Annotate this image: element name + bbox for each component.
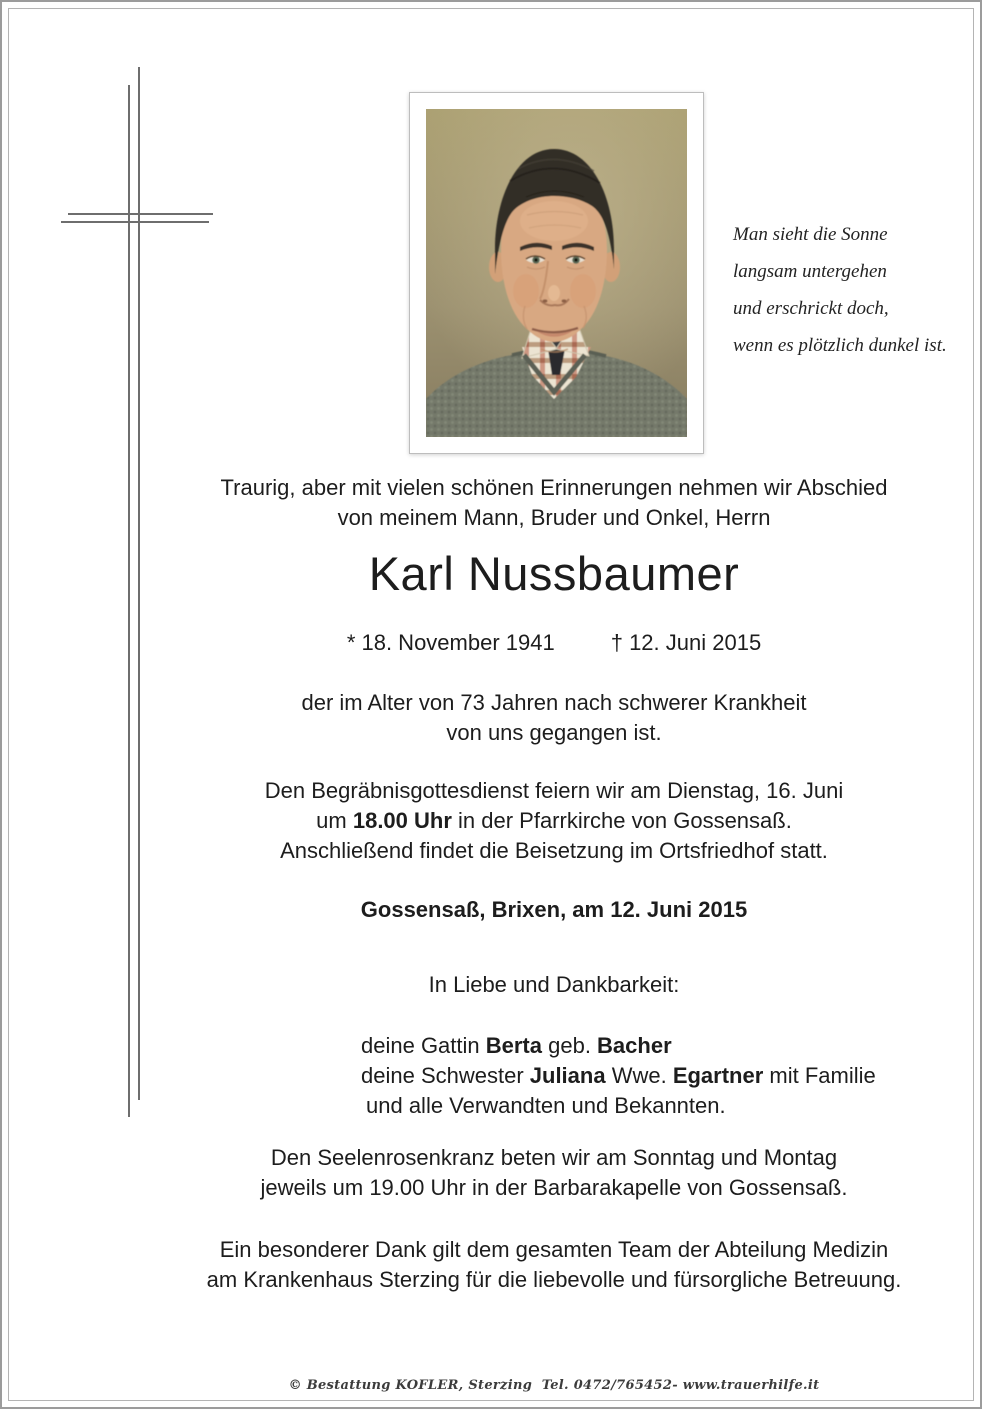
thanks-line-1: Ein besonderer Dank gilt dem gesamten Team der Abteilung Medizin [219,1237,889,1262]
funeral-line-2-pre: um [316,808,353,833]
funeral-line-3: Anschließend findet die Beisetzung im Ortsfriedhof statt. [280,838,828,863]
cross-horizontal-line-upper [68,213,213,215]
life-dates [154,628,954,658]
intro-line-2: von meinem Mann, Bruder und Onkel, Herrn [337,505,771,530]
funeral-line-1: Den Begräbnisgottesdienst feiern wir am Dienstag, 16. Juni [264,778,844,803]
quote-line-3: und erschrickt doch, [733,298,889,319]
family-list [154,1031,954,1121]
sister-widow-name: Egartner [672,1063,764,1088]
family-line-1-mid: geb. [542,1033,598,1058]
portrait-photo-frame [409,92,704,454]
age-line-2: von uns gegangen ist. [446,720,662,745]
family-line-2-pre: deine Schwester [361,1063,530,1088]
thanks-line-2: am Krankenhaus Sterzing für die liebevolle und fürsorgliche Betreuung. [206,1267,902,1292]
funeral-details [154,776,954,866]
place-and-date: Gossensaß, Brixen, am 12. Juni 2015 [360,897,748,922]
funeral-line-2-post: in der Pfarrkirche von Gossensaß. [451,808,792,833]
thanks-text [154,1235,954,1295]
sister-first-name: Juliana [529,1063,606,1088]
rosary-line-1: Den Seelenrosenkranz beten wir am Sonntag und Montag [270,1145,838,1170]
funeral-time: 18.00 Uhr [352,808,452,833]
deceased-name: Karl Nussbaumer [368,547,740,600]
cross-horizontal-line-lower [61,221,209,223]
quote-line-4: wenn es plötzlich dunkel ist. [733,335,947,356]
funeral-home-footer: © Bestattung KOFLER, Sterzing Tel. 0472/765452- www.trauerhilfe.it [288,1378,820,1393]
cross-vertical-line-left [128,85,130,1117]
family-line-1-pre: deine Gattin [361,1033,486,1058]
family-line-sister [361,1061,954,1091]
quote-line-1: Man sieht die Sonne [733,224,888,245]
wife-maiden-name: Bacher [597,1033,672,1058]
memorial-quote [733,216,977,364]
family-line-2-post: mit Familie [763,1063,876,1088]
quote-line-2: langsam untergehen [733,261,887,282]
death-date: † 12. Juni 2015 [610,630,762,655]
family-line-relatives: und alle Verwandten und Bekannten. [366,1093,726,1118]
gratitude-heading: In Liebe und Dankbarkeit: [428,972,680,997]
age-line-1: der im Alter von 73 Jahren nach schwerer Krankheit [301,690,807,715]
age-text [154,688,954,748]
intro-text [154,473,954,533]
wife-first-name: Berta [485,1033,542,1058]
family-line-wife [361,1031,954,1061]
rosary-text [154,1143,954,1203]
family-line-2-mid: Wwe. [605,1063,673,1088]
rosary-line-2: jeweils um 19.00 Uhr in der Barbarakapelle von Gossensaß. [260,1175,848,1200]
birth-date: * 18. November 1941 [346,630,555,655]
intro-line-1: Traurig, aber mit vielen schönen Erinnerungen nehmen wir Abschied [220,475,888,500]
funeral-line-2 [154,806,954,836]
portrait-photo [426,109,687,437]
